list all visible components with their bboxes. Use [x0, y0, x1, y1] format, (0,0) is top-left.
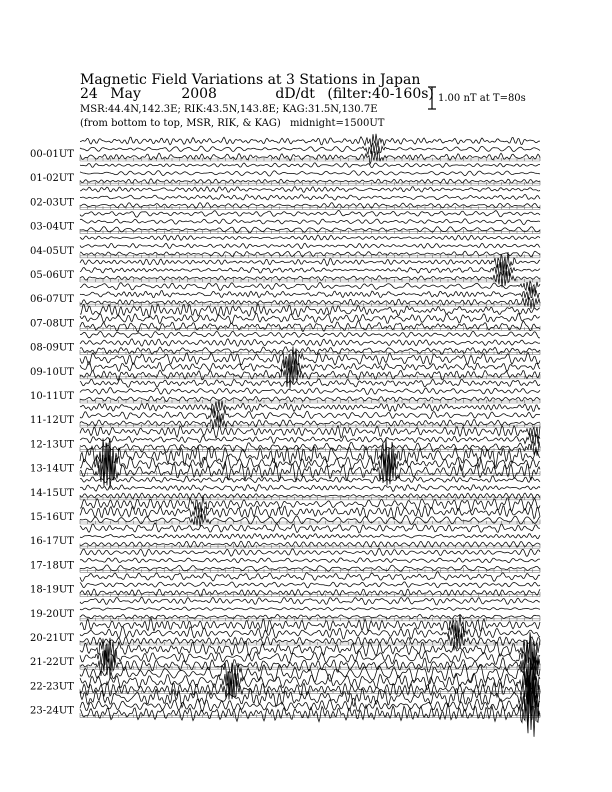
hour-label: 20-21UT	[30, 633, 74, 644]
trace-kag	[80, 235, 540, 240]
hour-label: 11-12UT	[30, 415, 74, 427]
trace-kag	[80, 211, 540, 218]
hour-row-11-12ut	[30, 401, 540, 430]
trace-rik	[80, 534, 540, 540]
trace-kag	[80, 476, 540, 483]
trace-kag	[80, 163, 540, 168]
trace-rik	[80, 313, 540, 324]
midnight-note: midnight=1500UT	[289, 118, 385, 129]
hour-row-03-04ut	[30, 211, 540, 234]
hour-label: 08-09UT	[30, 342, 74, 354]
hour-label: 22-23UT	[30, 681, 74, 693]
date-day: 24	[80, 86, 98, 102]
trace-rik	[80, 219, 540, 225]
hour-label: 15-16UT	[30, 512, 74, 523]
hour-row-19-20ut	[30, 597, 540, 621]
chart-title: Magnetic Field Variations at 3 Stations in Japan	[80, 72, 421, 88]
trace-rik	[80, 409, 540, 423]
trace-kag	[80, 597, 540, 605]
hour-row-01-02ut	[30, 163, 540, 185]
hour-label: 19-20UT	[30, 608, 74, 620]
trace-rik	[80, 339, 540, 347]
hour-row-04-05ut	[30, 235, 540, 258]
hour-label: 02-03UT	[30, 197, 74, 209]
hour-row-17-18ut	[30, 548, 540, 572]
hour-label: 03-04UT	[30, 221, 74, 233]
hour-row-02-03ut	[30, 187, 540, 210]
trace-kag	[80, 572, 540, 582]
trace-rik	[80, 485, 540, 492]
hour-label: 14-15UT	[30, 487, 74, 499]
hour-label: 09-10UT	[30, 366, 74, 378]
trace-kag	[80, 187, 540, 193]
hour-label: 13-14UT	[30, 463, 74, 475]
hour-label: 04-05UT	[30, 245, 74, 257]
hour-label: 16-17UT	[30, 536, 74, 548]
hour-label: 00-01UT	[30, 149, 74, 160]
station-order-note: (from bottom to top, MSR, RIK, & KAG)	[80, 118, 281, 129]
trace-kag	[80, 548, 540, 556]
trace-rik	[80, 194, 540, 200]
quantity-label: dD/dt	[275, 86, 315, 102]
hour-row-00-01ut	[30, 134, 540, 165]
trace-rik	[80, 558, 540, 563]
hour-label: 23-24UT	[30, 705, 74, 717]
trace-rik	[80, 506, 540, 520]
hour-label: 06-07UT	[30, 294, 74, 306]
date-month: May	[110, 86, 141, 102]
trace-kag	[80, 523, 540, 533]
trace-rik	[80, 243, 540, 248]
trace-rik	[80, 287, 540, 300]
filter-label: (filter:40-160s)	[327, 86, 434, 102]
hour-label: 12-13UT	[30, 439, 74, 451]
trace-kag	[80, 331, 540, 338]
hour-row-08-09ut	[30, 331, 540, 354]
trace-rik	[80, 582, 540, 588]
hour-label: 10-11UT	[30, 391, 74, 402]
hour-label: 07-08UT	[30, 318, 74, 330]
trace-kag	[80, 379, 540, 388]
hour-label: 21-22UT	[30, 657, 74, 669]
hour-label: 18-19UT	[30, 584, 74, 596]
trace-rik	[80, 433, 540, 446]
hour-row-06-07ut	[30, 281, 540, 309]
hour-row-10-11ut	[30, 379, 540, 403]
hour-label: 05-06UT	[30, 270, 74, 281]
trace-rik	[80, 607, 540, 611]
hour-row-18-19ut	[30, 572, 540, 597]
hour-label: 01-02UT	[30, 173, 74, 185]
hour-row-07-08ut	[30, 303, 540, 332]
scale-label: 1.00 nT at T=80s	[438, 93, 526, 104]
trace-rik	[80, 143, 540, 155]
date-year: 2008	[181, 86, 217, 102]
trace-kag	[80, 281, 540, 294]
trace-rik	[80, 388, 540, 395]
station-coordinates: MSR:44.4N,142.3E; RIK:43.5N,143.8E; KAG:31.5N,130.7E	[80, 104, 378, 115]
trace-rik	[80, 171, 540, 176]
hour-row-16-17ut	[30, 523, 540, 548]
hour-label: 17-18UT	[30, 560, 74, 572]
trace-kag	[80, 134, 540, 148]
